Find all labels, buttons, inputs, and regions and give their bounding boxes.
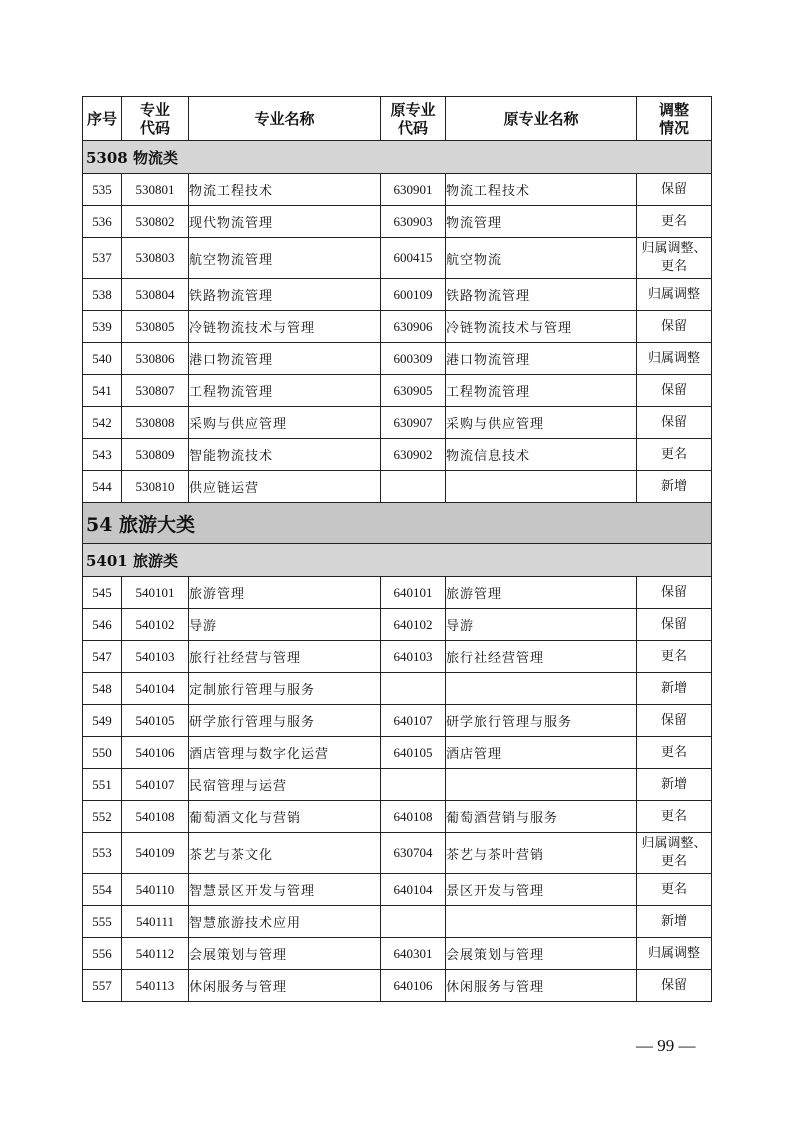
orig-name-cell: 葡萄酒营销与服务 (446, 801, 637, 833)
table-row (83, 970, 712, 1002)
orig-name-cell: 研学旅行管理与服务 (446, 705, 637, 737)
code-cell: 540105 (122, 705, 189, 737)
name-cell: 旅游管理 (189, 577, 381, 609)
name-cell: 民宿管理与运营 (189, 769, 381, 801)
status-line: 更名 (660, 259, 687, 274)
table-body (83, 141, 712, 1002)
name-cell: 旅行社经营与管理 (189, 641, 381, 673)
table-row (83, 769, 712, 801)
table-row (83, 238, 712, 279)
status-line: 更名 (660, 881, 687, 897)
table-row (83, 375, 712, 407)
table-row (83, 471, 712, 503)
orig-name-cell: 采购与供应管理 (446, 407, 637, 439)
status-cell (637, 471, 712, 503)
status-line: 新增 (660, 913, 687, 929)
seq-cell: 540 (83, 343, 122, 375)
section-title: 54 旅游大类 (83, 503, 712, 544)
status-cell (637, 577, 712, 609)
name-cell: 工程物流管理 (189, 375, 381, 407)
name-cell: 智慧旅游技术应用 (189, 906, 381, 938)
status-cell (637, 970, 712, 1002)
orig-code-cell: 640101 (381, 577, 446, 609)
orig-name-cell: 物流管理 (446, 206, 637, 238)
header-status: 调整 情况 (637, 97, 712, 141)
seq-cell: 539 (83, 311, 122, 343)
orig-name-cell: 导游 (446, 609, 637, 641)
orig-name-cell: 物流工程技术 (446, 174, 637, 206)
major-category-row (83, 503, 712, 544)
orig-code-cell: 630906 (381, 311, 446, 343)
code-cell: 530810 (122, 471, 189, 503)
header-seq: 序号 (83, 97, 122, 141)
code-cell: 530801 (122, 174, 189, 206)
status-cell (637, 375, 712, 407)
name-cell: 定制旅行管理与服务 (189, 673, 381, 705)
orig-code-cell (381, 673, 446, 705)
orig-name-cell: 茶艺与茶叶营销 (446, 833, 637, 874)
orig-name-cell: 酒店管理 (446, 737, 637, 769)
status-line: 归属调整 (647, 286, 700, 302)
status-cell (637, 311, 712, 343)
seq-cell: 545 (83, 577, 122, 609)
code-cell: 540108 (122, 801, 189, 833)
code-cell: 530805 (122, 311, 189, 343)
name-cell: 物流工程技术 (189, 174, 381, 206)
code-cell: 540103 (122, 641, 189, 673)
code-cell: 530802 (122, 206, 189, 238)
status-line: 保留 (660, 584, 687, 600)
name-cell: 研学旅行管理与服务 (189, 705, 381, 737)
orig-name-cell: 会展策划与管理 (446, 938, 637, 970)
seq-cell: 553 (83, 833, 122, 874)
status-cell (637, 737, 712, 769)
seq-cell: 548 (83, 673, 122, 705)
category-row (83, 141, 712, 174)
table-header (83, 97, 712, 141)
name-cell: 酒店管理与数字化运营 (189, 737, 381, 769)
table-row (83, 407, 712, 439)
name-cell: 导游 (189, 609, 381, 641)
orig-name-cell: 物流信息技术 (446, 439, 637, 471)
code-cell: 540112 (122, 938, 189, 970)
orig-code-cell: 600109 (381, 279, 446, 311)
status-line: 更名 (660, 744, 687, 760)
seq-cell: 550 (83, 737, 122, 769)
status-cell (637, 439, 712, 471)
table-row (83, 206, 712, 238)
orig-code-cell: 640301 (381, 938, 446, 970)
seq-cell: 547 (83, 641, 122, 673)
seq-cell: 555 (83, 906, 122, 938)
status-cell (637, 641, 712, 673)
category-row (83, 544, 712, 577)
code-cell: 530806 (122, 343, 189, 375)
status-line: 归属调整、 (641, 836, 707, 851)
status-line: 保留 (660, 414, 687, 430)
status-line: 更名 (660, 446, 687, 462)
seq-cell: 541 (83, 375, 122, 407)
name-cell: 冷链物流技术与管理 (189, 311, 381, 343)
seq-cell: 551 (83, 769, 122, 801)
status-line: 保留 (660, 616, 687, 632)
status-line: 归属调整、 (641, 241, 707, 256)
orig-code-cell: 640106 (381, 970, 446, 1002)
code-cell: 530808 (122, 407, 189, 439)
orig-name-cell (446, 471, 637, 503)
orig-code-cell: 640104 (381, 874, 446, 906)
orig-code-cell: 630901 (381, 174, 446, 206)
name-cell: 航空物流管理 (189, 238, 381, 279)
table-row (83, 737, 712, 769)
status-cell (637, 609, 712, 641)
name-cell: 智慧景区开发与管理 (189, 874, 381, 906)
name-cell: 现代物流管理 (189, 206, 381, 238)
status-line: 保留 (660, 181, 687, 197)
code-cell: 540106 (122, 737, 189, 769)
table-row (83, 439, 712, 471)
orig-code-cell: 640105 (381, 737, 446, 769)
seq-cell: 557 (83, 970, 122, 1002)
code-cell: 540110 (122, 874, 189, 906)
table-row (83, 906, 712, 938)
header-orig-name: 原专业名称 (446, 97, 637, 141)
orig-code-cell (381, 906, 446, 938)
table-row (83, 705, 712, 737)
table-row (83, 343, 712, 375)
table-row (83, 833, 712, 874)
name-cell: 会展策划与管理 (189, 938, 381, 970)
orig-code-cell: 600415 (381, 238, 446, 279)
orig-code-cell: 630903 (381, 206, 446, 238)
orig-name-cell: 景区开发与管理 (446, 874, 637, 906)
table-row (83, 874, 712, 906)
code-cell: 530804 (122, 279, 189, 311)
status-cell (637, 906, 712, 938)
code-cell: 540102 (122, 609, 189, 641)
name-cell: 采购与供应管理 (189, 407, 381, 439)
code-cell: 530803 (122, 238, 189, 279)
name-cell: 智能物流技术 (189, 439, 381, 471)
orig-code-cell: 630905 (381, 375, 446, 407)
header-code: 专业 代码 (122, 97, 189, 141)
header-name: 专业名称 (189, 97, 381, 141)
orig-name-cell (446, 906, 637, 938)
table-row (83, 938, 712, 970)
status-line: 新增 (660, 776, 687, 792)
seq-cell: 546 (83, 609, 122, 641)
status-line: 新增 (660, 680, 687, 696)
status-cell (637, 673, 712, 705)
status-line: 归属调整 (647, 350, 700, 366)
orig-name-cell (446, 769, 637, 801)
orig-name-cell: 冷链物流技术与管理 (446, 311, 637, 343)
orig-code-cell: 640103 (381, 641, 446, 673)
status-line: 保留 (660, 977, 687, 993)
orig-code-cell: 630902 (381, 439, 446, 471)
orig-name-cell: 铁路物流管理 (446, 279, 637, 311)
name-cell: 茶艺与茶文化 (189, 833, 381, 874)
table-row (83, 609, 712, 641)
seq-cell: 536 (83, 206, 122, 238)
orig-code-cell: 640107 (381, 705, 446, 737)
status-line: 保留 (660, 382, 687, 398)
seq-cell: 537 (83, 238, 122, 279)
code-cell: 540107 (122, 769, 189, 801)
status-line: 归属调整 (647, 945, 700, 961)
code-cell: 540104 (122, 673, 189, 705)
major-catalog-table (82, 96, 712, 1002)
status-cell (637, 769, 712, 801)
name-cell: 葡萄酒文化与营销 (189, 801, 381, 833)
table-row (83, 279, 712, 311)
code-cell: 540109 (122, 833, 189, 874)
seq-cell: 543 (83, 439, 122, 471)
status-line: 更名 (660, 854, 687, 869)
seq-cell: 554 (83, 874, 122, 906)
table-row (83, 311, 712, 343)
seq-cell: 549 (83, 705, 122, 737)
status-cell (637, 874, 712, 906)
status-line: 更名 (660, 808, 687, 824)
table-row (83, 641, 712, 673)
status-line: 更名 (660, 213, 687, 229)
name-cell: 港口物流管理 (189, 343, 381, 375)
code-cell: 540113 (122, 970, 189, 1002)
orig-code-cell (381, 471, 446, 503)
status-cell (637, 343, 712, 375)
table-row (83, 673, 712, 705)
name-cell: 铁路物流管理 (189, 279, 381, 311)
code-cell: 540111 (122, 906, 189, 938)
status-cell (637, 705, 712, 737)
status-line: 保留 (660, 318, 687, 334)
seq-cell: 556 (83, 938, 122, 970)
seq-cell: 535 (83, 174, 122, 206)
status-cell (637, 238, 712, 279)
status-cell (637, 938, 712, 970)
status-cell (637, 206, 712, 238)
section-title: 5308 物流类 (83, 141, 712, 174)
orig-code-cell: 600309 (381, 343, 446, 375)
table-row (83, 174, 712, 206)
orig-name-cell: 港口物流管理 (446, 343, 637, 375)
status-line: 更名 (660, 648, 687, 664)
table-row (83, 577, 712, 609)
orig-code-cell: 640108 (381, 801, 446, 833)
seq-cell: 538 (83, 279, 122, 311)
orig-name-cell: 旅行社经营管理 (446, 641, 637, 673)
orig-name-cell: 工程物流管理 (446, 375, 637, 407)
orig-name-cell: 旅游管理 (446, 577, 637, 609)
status-cell (637, 801, 712, 833)
orig-name-cell: 航空物流 (446, 238, 637, 279)
seq-cell: 542 (83, 407, 122, 439)
status-cell (637, 833, 712, 874)
seq-cell: 552 (83, 801, 122, 833)
code-cell: 540101 (122, 577, 189, 609)
orig-code-cell: 630704 (381, 833, 446, 874)
orig-code-cell: 630907 (381, 407, 446, 439)
page-number: — 99 — (636, 1036, 696, 1055)
status-cell (637, 174, 712, 206)
table-row (83, 801, 712, 833)
name-cell: 休闲服务与管理 (189, 970, 381, 1002)
status-line: 保留 (660, 712, 687, 728)
name-cell: 供应链运营 (189, 471, 381, 503)
status-line: 新增 (660, 478, 687, 494)
orig-code-cell: 640102 (381, 609, 446, 641)
header-orig-code: 原专业 代码 (381, 97, 446, 141)
orig-code-cell (381, 769, 446, 801)
seq-cell: 544 (83, 471, 122, 503)
orig-name-cell (446, 673, 637, 705)
status-cell (637, 279, 712, 311)
code-cell: 530807 (122, 375, 189, 407)
status-cell (637, 407, 712, 439)
orig-name-cell: 休闲服务与管理 (446, 970, 637, 1002)
section-title: 5401 旅游类 (83, 544, 712, 577)
code-cell: 530809 (122, 439, 189, 471)
